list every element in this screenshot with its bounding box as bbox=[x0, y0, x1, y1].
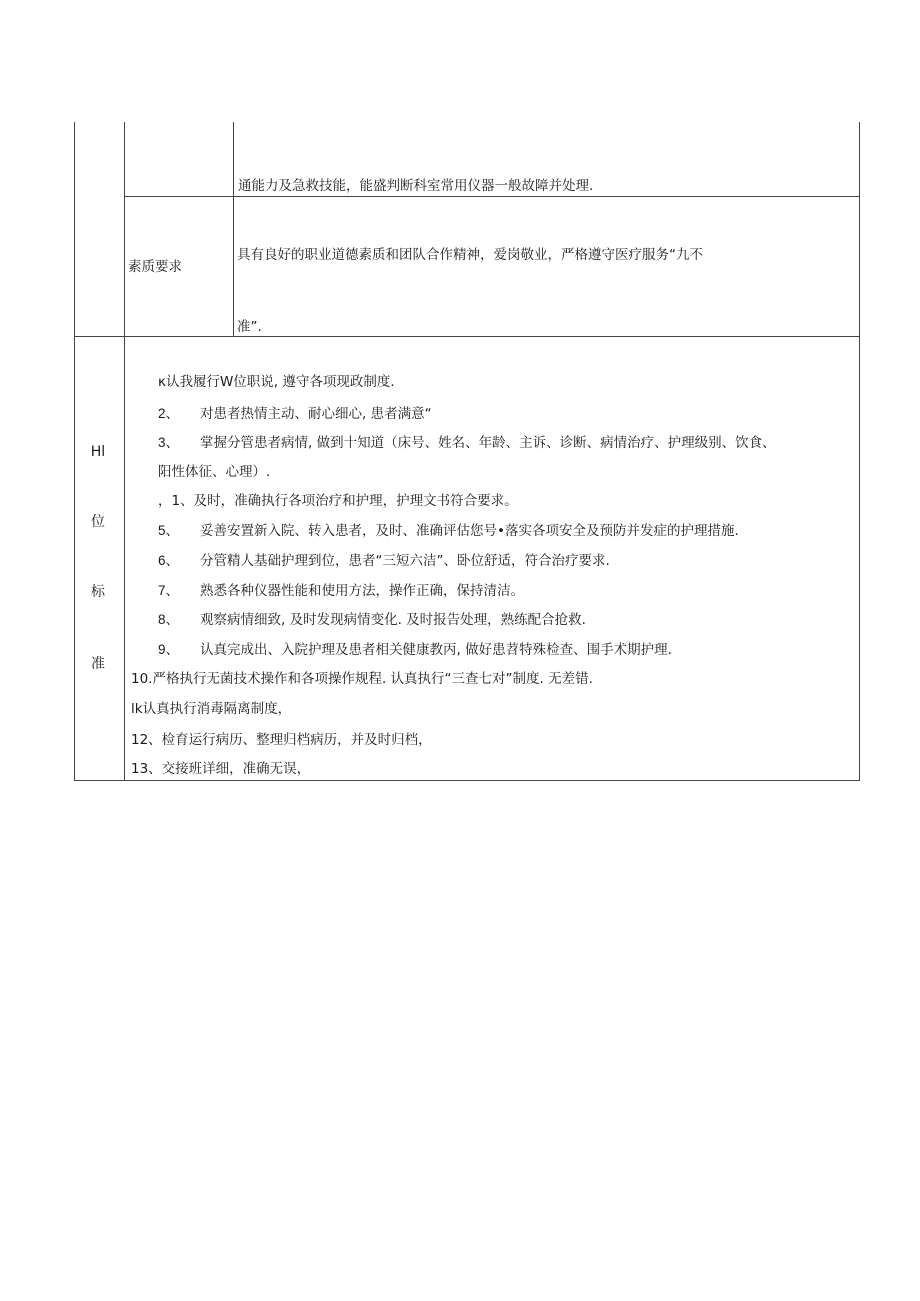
standard-item bbox=[131, 670, 593, 688]
standard-text: 观察病情细致, 及时发现病情变化. 及时报告处理，熟练配合抢救. bbox=[200, 612, 586, 628]
standard-number: 2、 bbox=[158, 406, 180, 421]
standard-item bbox=[158, 405, 432, 423]
side-label-char: 位 bbox=[91, 514, 105, 530]
standard-item bbox=[131, 760, 310, 778]
table-border-left bbox=[74, 122, 75, 781]
standard-item bbox=[158, 552, 610, 570]
standard-item bbox=[131, 700, 291, 718]
standard-text: 阳性体征、心理）. bbox=[158, 464, 271, 480]
side-label-char: Hl bbox=[90, 444, 106, 460]
standard-item bbox=[158, 611, 586, 629]
standard-item bbox=[158, 641, 672, 659]
quality-requirement-label: 素质要求 bbox=[128, 259, 182, 275]
standard-text: 熟悉各种仪器性能和使用方法，操作正确，保持清洁。 bbox=[200, 583, 524, 599]
standard-text: 掌握分管患者病情, 做到十知道（床号、姓名、年龄、主诉、诊断、病情治疗、护理级别、饮食、 bbox=[200, 435, 776, 451]
standard-text: 认真完成出、入院护理及患者相关健康教丙, 做好患苕特殊检查、围手术期护理. bbox=[200, 642, 672, 658]
standard-number: 3、 bbox=[158, 435, 180, 450]
standard-text: 分管精人基础护理到位，患者“三短六洁”、卧位舒适，符合治疗要求. bbox=[200, 553, 610, 569]
standard-number: 9、 bbox=[158, 642, 180, 657]
standard-item bbox=[158, 582, 524, 600]
side-label-char: 标 bbox=[91, 584, 105, 600]
row-divider-1 bbox=[124, 196, 860, 197]
quality-requirement-line1: 具有良好的职业道德素质和团队合作精神，爱岗敬业，严格遵守医疗服务“九不 bbox=[237, 247, 703, 263]
standard-item bbox=[131, 731, 432, 749]
standard-text: lk认真执行消毒隔离制度， bbox=[131, 701, 292, 717]
standard-text: 妥善安置新入院、转入患者，及时、准确评估您号•落实各项安全及预防并发症的护理措施. bbox=[200, 523, 739, 539]
table-divider-1 bbox=[124, 122, 125, 781]
standard-number: 5、 bbox=[158, 523, 180, 538]
row-divider-2 bbox=[74, 336, 860, 337]
standard-number: 6、 bbox=[158, 553, 180, 568]
standard-text: 12、检育运行病历、整理归档病历，并及时归档， bbox=[131, 732, 432, 748]
standard-item bbox=[158, 434, 776, 452]
table-border-bottom bbox=[74, 780, 860, 781]
standard-number: 8、 bbox=[158, 612, 180, 627]
standard-item bbox=[158, 492, 518, 510]
standard-text: κ认我履行W位职说, 遵守各项现政制度. bbox=[158, 374, 395, 390]
table-border-right bbox=[859, 122, 860, 781]
standard-text: 对患者热情主动、耐心细心, 患者满意“ bbox=[200, 406, 432, 422]
standard-item-continued bbox=[158, 463, 270, 481]
standard-text: ，1、及时，准确执行各项治疗和护理，护理文书符合要求。 bbox=[158, 493, 518, 509]
quality-requirement-line2: 准”. bbox=[237, 319, 262, 335]
standard-text: 10.严格执行无菌技术操作和各项操作规程. 认真执行“三查七对”制度. 无差错. bbox=[131, 671, 593, 687]
table-divider-2 bbox=[233, 122, 234, 336]
standard-text: 13、交接班详细，准确无误， bbox=[131, 761, 311, 777]
side-label-char: 准 bbox=[91, 656, 105, 672]
standard-item bbox=[158, 522, 739, 540]
standard-item bbox=[158, 373, 395, 391]
skill-requirement-text: 通能力及急救技能，能盛判断科室常用仪器一般故障并处理. bbox=[238, 178, 594, 194]
standard-number: 7、 bbox=[158, 583, 180, 598]
